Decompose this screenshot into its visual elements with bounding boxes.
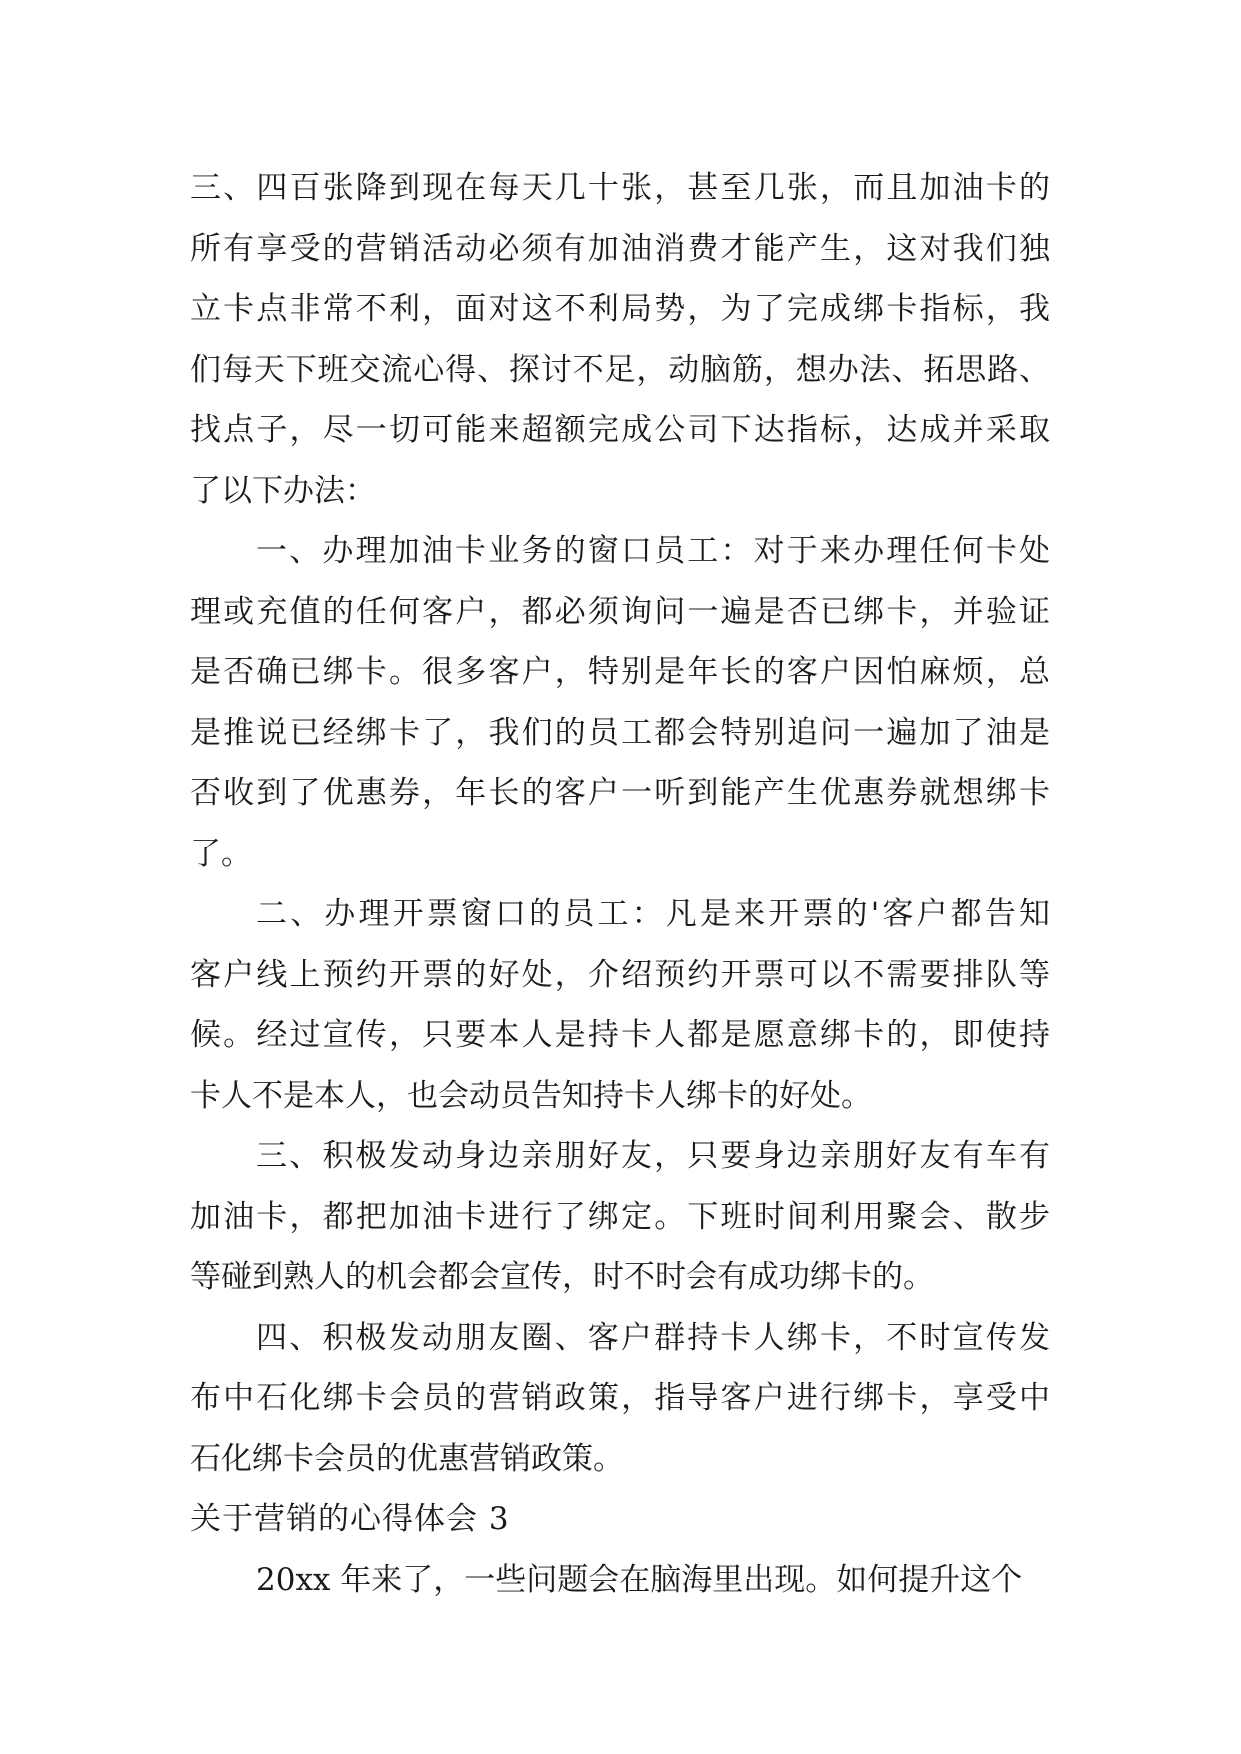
paragraph	[190, 1126, 1050, 1308]
document-body	[190, 158, 1050, 1610]
paragraph-line: 了。	[190, 835, 252, 872]
paragraph	[190, 158, 1050, 521]
paragraph-line: 立卡点非常不利，面对这不利局势，为了完成绑卡指标，我	[190, 291, 1050, 327]
paragraph-line: 了以下办法：	[190, 472, 376, 509]
paragraph-line: 是否确已绑卡。很多客户，特别是年长的客户因怕麻烦，总	[190, 654, 1050, 690]
paragraph-line: 20xx 年来了，一些问题会在脑海里出现。如何提升这个	[256, 1561, 1023, 1598]
paragraph-line: 布中石化绑卡会员的营销政策，指导客户进行绑卡，享受中	[190, 1380, 1050, 1416]
paragraph-line: 候。经过宣传，只要本人是持卡人都是愿意绑卡的，即使持	[190, 1017, 1050, 1053]
paragraph-line: 等碰到熟人的机会都会宣传，时不时会有成功绑卡的。	[190, 1259, 934, 1295]
paragraph-line: 一、办理加油卡业务的窗口员工：对于来办理任何卡处	[256, 533, 1050, 569]
paragraph-line: 四、积极发动朋友圈、客户群持卡人绑卡，不时宣传发	[256, 1319, 1050, 1356]
paragraph-line: 卡人不是本人，也会动员告知持卡人绑卡的好处。	[190, 1077, 872, 1114]
section-heading	[190, 1489, 1050, 1550]
paragraph-line: 找点子，尽一切可能来超额完成公司下达指标，达成并采取	[190, 412, 1050, 448]
paragraph-line: 三、积极发动身边亲朋好友，只要身边亲朋好友有车有	[256, 1138, 1050, 1174]
paragraph-line: 石化绑卡会员的优惠营销政策。	[190, 1440, 624, 1477]
paragraph-line: 客户线上预约开票的好处，介绍预约开票可以不需要排队等	[190, 956, 1050, 993]
heading-line: 关于营销的心得体会 3	[190, 1501, 510, 1537]
paragraph	[190, 884, 1050, 1126]
paragraph-line: 二、办理开票窗口的员工：凡是来开票的'客户都告知	[256, 896, 1050, 932]
paragraph-line: 否收到了优惠券，年长的客户一听到能产生优惠券就想绑卡	[190, 775, 1050, 811]
paragraph	[190, 1308, 1050, 1490]
paragraph-line: 所有享受的营销活动必须有加油消费才能产生，这对我们独	[190, 230, 1050, 267]
paragraph	[190, 521, 1050, 884]
paragraph-line: 加油卡，都把加油卡进行了绑定。下班时间利用聚会、散步	[190, 1198, 1050, 1235]
paragraph-line: 三、四百张降到现在每天几十张，甚至几张，而且加油卡的	[190, 170, 1050, 206]
paragraph-line: 是推说已经绑卡了，我们的员工都会特别追问一遍加了油是	[190, 714, 1050, 751]
paragraph-line: 理或充值的任何客户，都必须询问一遍是否已绑卡，并验证	[190, 593, 1050, 630]
paragraph	[190, 1550, 1050, 1611]
paragraph-line: 们每天下班交流心得、探讨不足，动脑筋，想办法、拓思路、	[190, 351, 1050, 388]
